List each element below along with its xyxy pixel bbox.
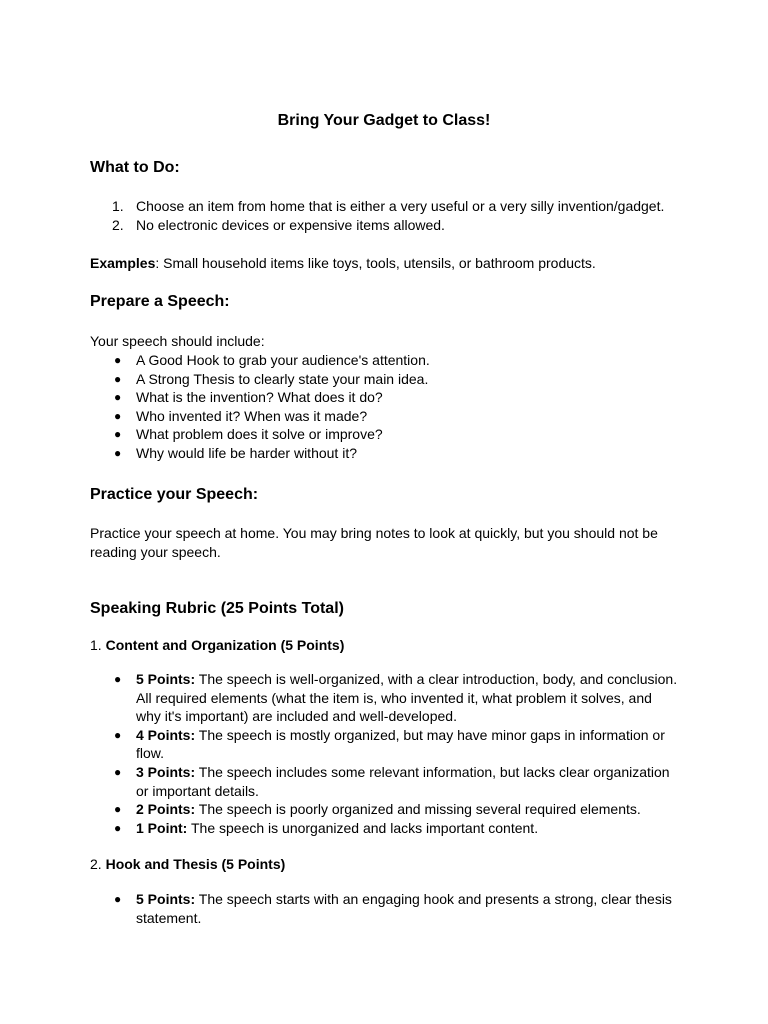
what-to-do-list [90, 197, 690, 234]
prepare-intro: Your speech should include: [90, 333, 265, 349]
prepare-list [90, 351, 690, 463]
list-item: ● 3 Points: The speech includes some relevant information, but lacks clear organization or important details. [114, 763, 670, 799]
list-item: ● 5 Points: The speech is well-organized, with a clear introduction, body, and conclusion. All required elements (what the item is, who invented it, what problem it solves, and why it's important) are included and well-developed. [114, 671, 678, 725]
practice-heading: Practice your Speech: [90, 486, 259, 503]
list-item: ● A Good Hook to grab your audience's attention. [114, 352, 430, 368]
rubric-section-1-list [90, 670, 680, 837]
document-page [90, 110, 690, 926]
list-item: ● 1 Point: The speech is unorganized and lacks important content. [114, 819, 539, 836]
rubric-section-1-title: 1. Content and Organization (5 Points) [90, 637, 345, 653]
what-to-do-heading: What to Do: [90, 159, 180, 176]
rubric-heading: Speaking Rubric (25 Points Total) [90, 600, 344, 617]
examples-paragraph [90, 254, 690, 273]
examples-text: : Small household items like toys, tools, utensils, or bathroom products. [155, 255, 596, 271]
list-item: ● 5 Points: The speech starts with an engaging hook and presents a strong, clear thesis statement. [114, 891, 672, 926]
document-title: Bring Your Gadget to Class! [277, 112, 491, 129]
list-item: ● 4 Points: The speech is mostly organized, but may have minor gaps in information or flow. [114, 726, 665, 762]
prepare-heading: Prepare a Speech: [90, 293, 230, 310]
list-item: 2. No electronic devices or expensive items allowed. [112, 216, 445, 233]
rubric-section-2-list [90, 890, 680, 927]
list-item: ● A Strong Thesis to clearly state your main idea. [114, 370, 429, 387]
list-item: 1. Choose an item from home that is either a very useful or a very silly invention/gadget. [112, 198, 665, 214]
practice-paragraph: Practice your speech at home. You may bring notes to look at quickly, but you should not be reading your speech. [90, 525, 658, 560]
rubric-section-2-title: 2. Hook and Thesis (5 Points) [90, 856, 286, 872]
list-item: ● 2 Points: The speech is poorly organized and missing several required elements. [114, 801, 641, 818]
list-item: ● Why would life be harder without it? [114, 444, 357, 461]
examples-label: Examples [90, 255, 156, 271]
list-item: ● What problem does it solve or improve? [114, 426, 383, 443]
list-item: ● Who invented it? When was it made? [114, 407, 368, 424]
list-item: ● What is the invention? What does it do? [114, 389, 383, 406]
